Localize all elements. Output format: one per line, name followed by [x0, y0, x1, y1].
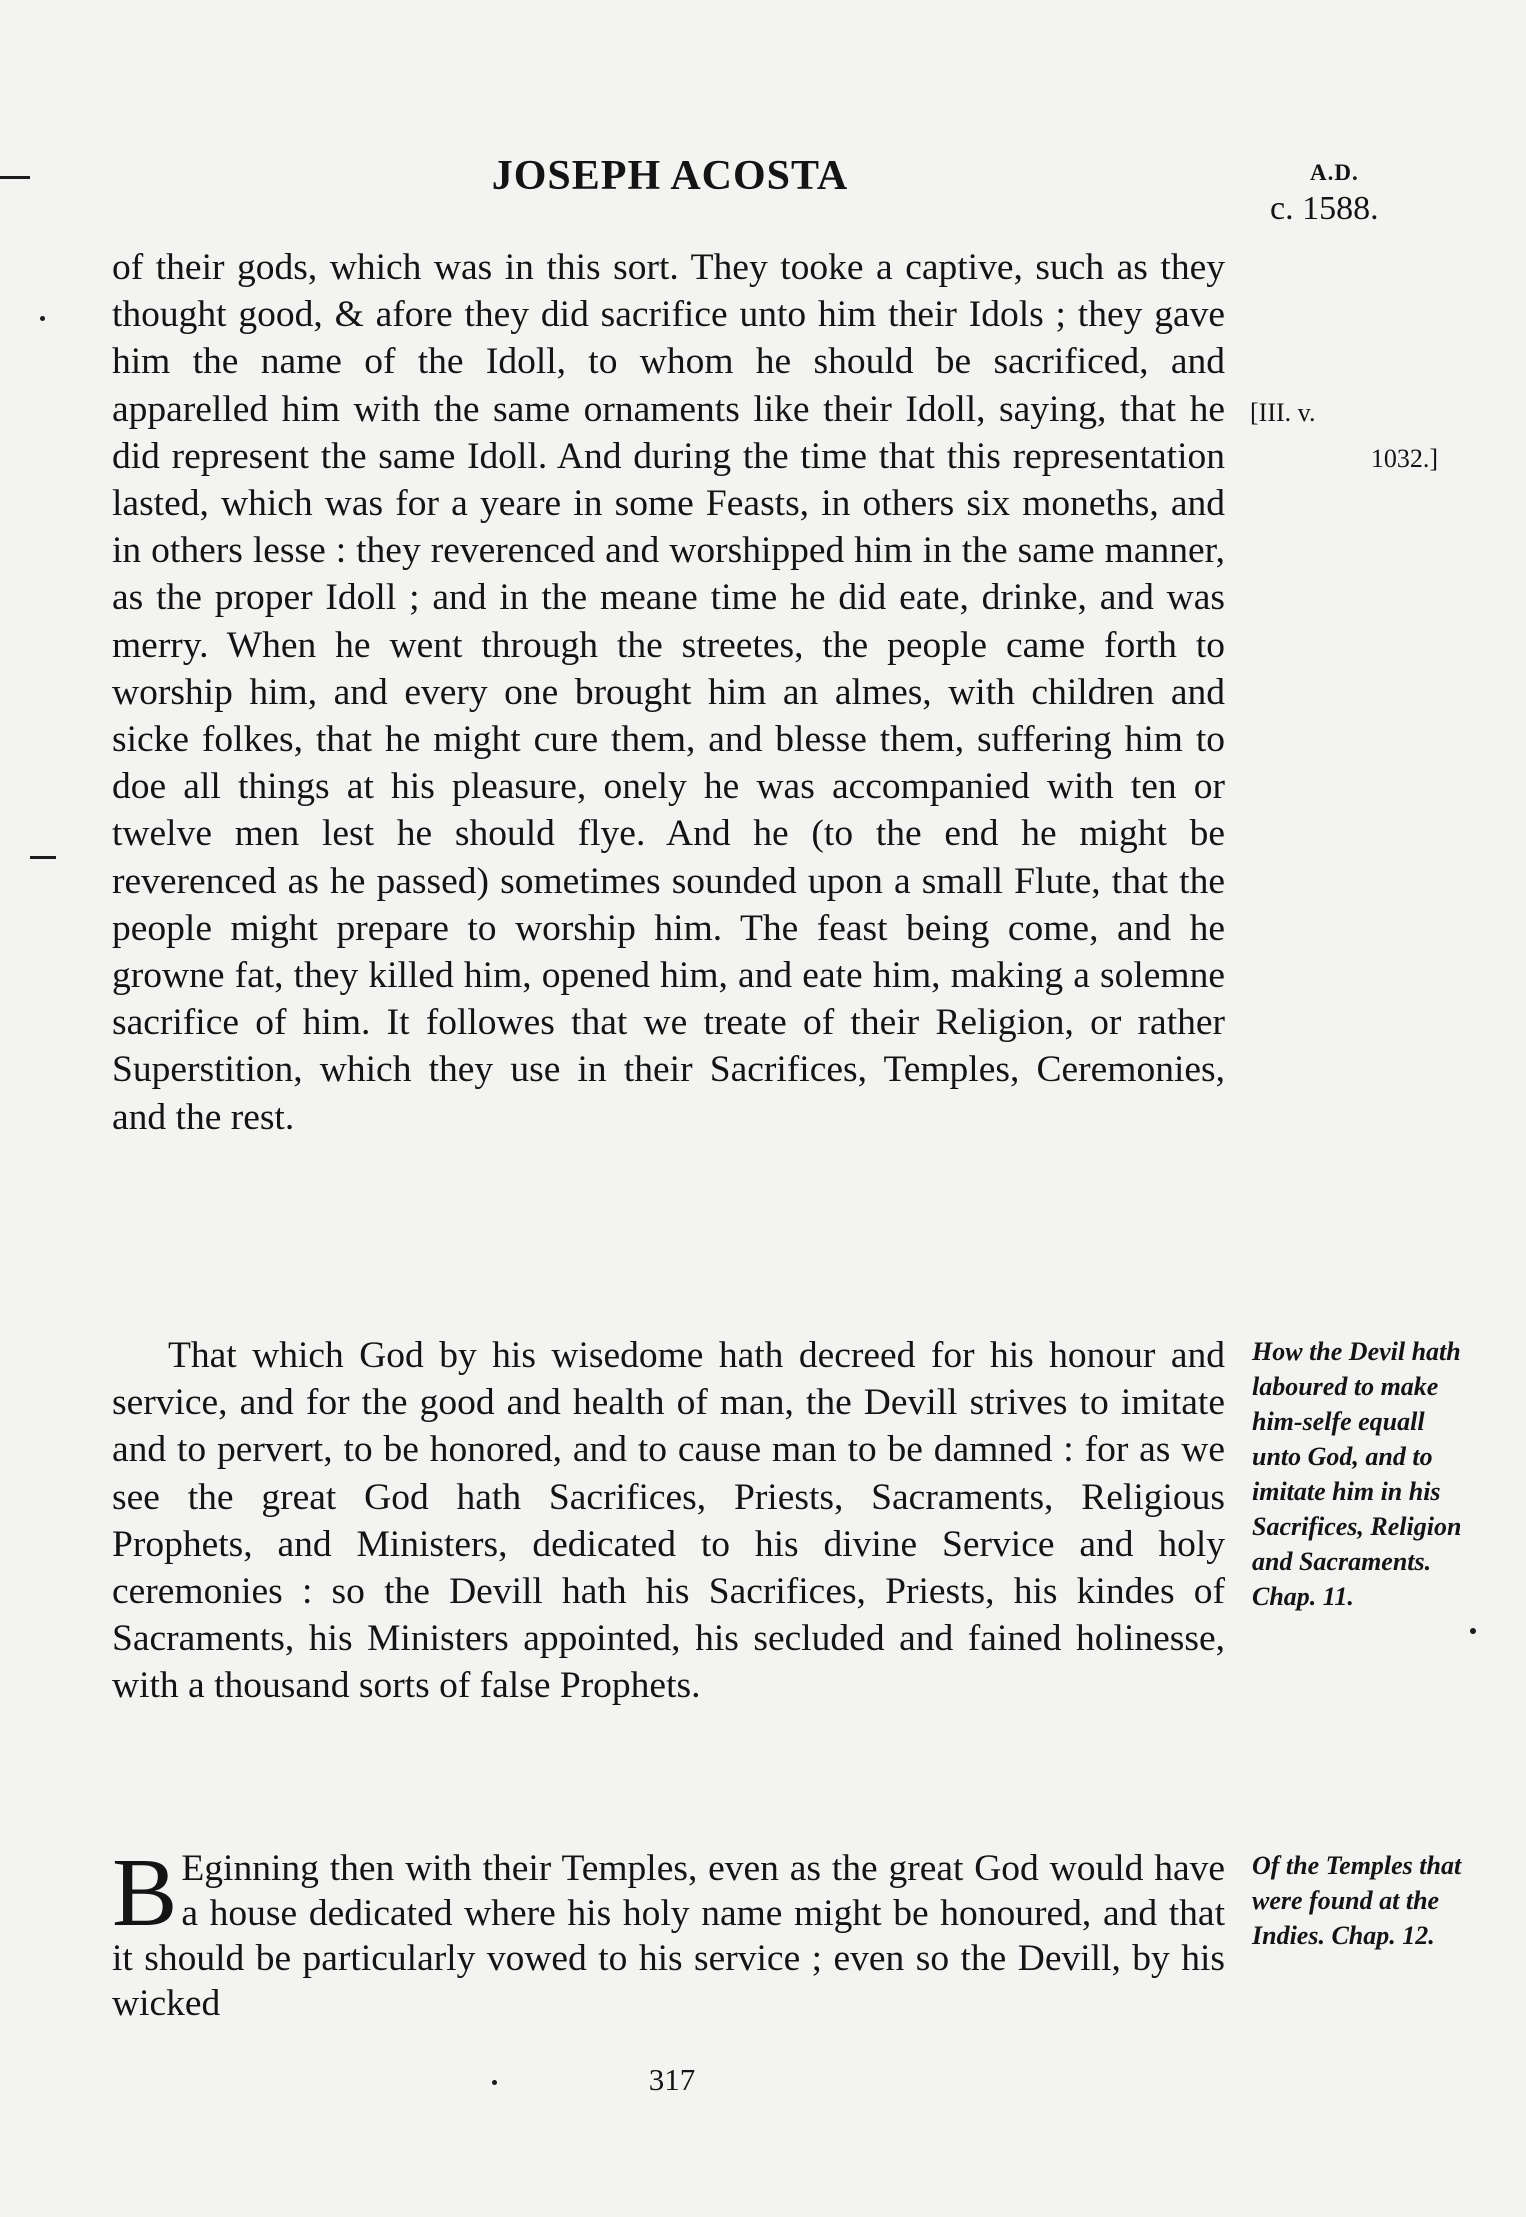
drop-capital: B	[112, 1839, 178, 1947]
paragraph-2: That which God by his wisedome hath decreed for his honour and service, and for the good and health of man, the Devill strives to imitate and to pervert, to be honored, and to cause man to be damned : for as we see the great God hath Sacrifices, Priests, Sacraments, Religious Prophets, and Ministers, dedicated to his divine Service and holy ceremonies : so the Devill hath his Sacrifices, Priests, his kindes of Sacraments, his Ministers appointed, his secluded and fained holinesse, with a thousand sorts of false Prophets.	[112, 1335, 1225, 1707]
page-number: 317	[648, 2062, 696, 2097]
scan-mark-top-left	[0, 176, 30, 179]
paragraph-3	[112, 1839, 1225, 2026]
paragraph-3-text: Eginning then with their Temples, even as the great God would have a house dedicated where his holy name might be honoured, and that it should be particularly vowed to his service ; even so the Devill, by his wicked	[112, 1848, 1225, 2024]
paragraph-1: of their gods, which was in this sort. They tooke a captive, such as they thought good, & afore they did sacrifice unto him their Idols ; they gave him the name of the Idoll, to whom he should be sacrificed, and apparelled him with the same ornaments like their Idoll, saying, that he did represent the same Idoll. And during the time that this representation lasted, which was for a yeare in some Feasts, in others six moneths, and in others lesse : they reverenced and worshipped him in the same manner, as the proper Idoll ; and in the meane time he did eate, drinke, and was merry. When he went through the streetes, the people came forth to worship him, and every one brought him an almes, with children and sicke folkes, that he might cure them, and blesse them, suffering him to doe all things at his pleasure, onely he was accompanied with ten or twelve men lest he should flye. And he (to the end he might be reverenced as he passed) sometimes sounded upon a small Flute, that the people might prepare to worship him. The feast being come, and he growne fat, they killed him, opened him, and eate him, making a solemne sacrifice of him. It followes that we treate of their Religion, or rather Superstition, which they use in their Sacrifices, Temples, Ceremonies, and the rest.	[112, 247, 1225, 1138]
scan-mark-dot-bottom	[492, 2080, 497, 2085]
volume-page-reference	[1250, 390, 1450, 482]
sidenote-chapter-11: How the Devil hath laboured to make him-selfe equall unto God, and to imitate him in his Sacrifices, Religion and Sacraments. Chap. 11.	[1252, 1337, 1462, 1611]
volume-reference-line1: [III. v.	[1250, 398, 1316, 427]
running-head: JOSEPH ACOSTA	[491, 153, 849, 199]
volume-reference-line2: 1032.]	[1370, 444, 1438, 473]
scan-mark-dot-right	[1470, 1628, 1476, 1634]
scan-mark-margin-dash	[30, 856, 56, 859]
date-year-label: c. 1588.	[1270, 190, 1379, 227]
sidenote-chapter-12: Of the Temples that were found at the Indies. Chap. 12.	[1252, 1851, 1462, 1950]
scan-mark-dot-left	[40, 316, 45, 321]
date-ad-label: A.D.	[1310, 160, 1359, 185]
